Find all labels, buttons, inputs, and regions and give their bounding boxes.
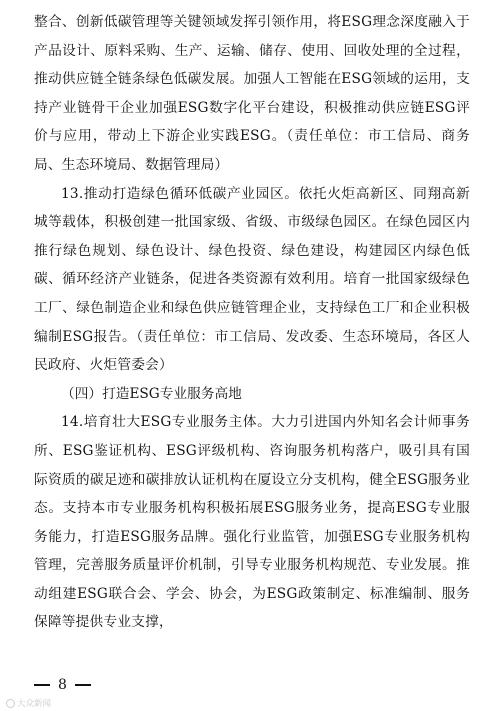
- page-number-footer: [34, 677, 91, 693]
- page-number: 8: [58, 677, 67, 693]
- paragraph-item-14: 14.培育壮大ESG专业服务主体。大力引进国内外知名会计师事务所、ESG鉴证机构、ESG评级机构、咨询服务机构落户，吸引具有国际资质的碳足迹和碳排放认证机构在厦设立分支机构，健全ESG服务业态。支持本市专业服务机构积极拓展ESG服务业务，提高ESG专业服务能力，打造ESG服务品牌。强化行业监管，加强ESG专业服务机构管理，完善服务质量评价机制，引导专业服务机构规范、专业发展。推动组建ESG联合会、学会、协会，为ESG政策制定、标准编制、服务保障等提供专业支撑，: [34, 414, 470, 631]
- page-number-dash-right: [75, 684, 91, 685]
- paragraph-continuation: 整合、创新低碳管理等关键领域发挥引领作用，将ESG理念深度融入于产品设计、原料采购、生产、运输、储存、使用、回收处理的全过程，推动供应链全链条绿色低碳发展。加强人工智能在ESG领域的运用，支持产业链骨干企业加强ESG数字化平台建设，积极推动供应链ESG评价与应用，带动上下游企业实践ESG。（责任单位：市工信局、商务局、生态环境局、数据管理局）: [34, 14, 470, 173]
- page-number-dash-left: [34, 684, 50, 685]
- paragraph-item-13: 13.推动打造绿色循环低碳产业园区。依托火炬高新区、同翔高新城等载体，积极创建一批国家级、省级、市级绿色园区。在绿色园区内推行绿色规划、绿色设计、绿色投资、绿色建设，构建园区内绿色低碳、循环经济产业链条，促进各类资源有效利用。培育一批国家级绿色工厂、绿色制造企业和绿色供应链管理企业，支持绿色工厂和企业积极编制ESG报告。（责任单位：市工信局、发改委、生态环境局，各区人民政府、火炬管委会）: [34, 185, 470, 374]
- watermark: [6, 697, 51, 709]
- watermark-logo-icon: [6, 699, 15, 708]
- watermark-text: 大众新闻: [17, 699, 52, 709]
- document-body: [34, 8, 470, 637]
- section-heading: （四）打造ESG专业服务高地: [61, 385, 242, 402]
